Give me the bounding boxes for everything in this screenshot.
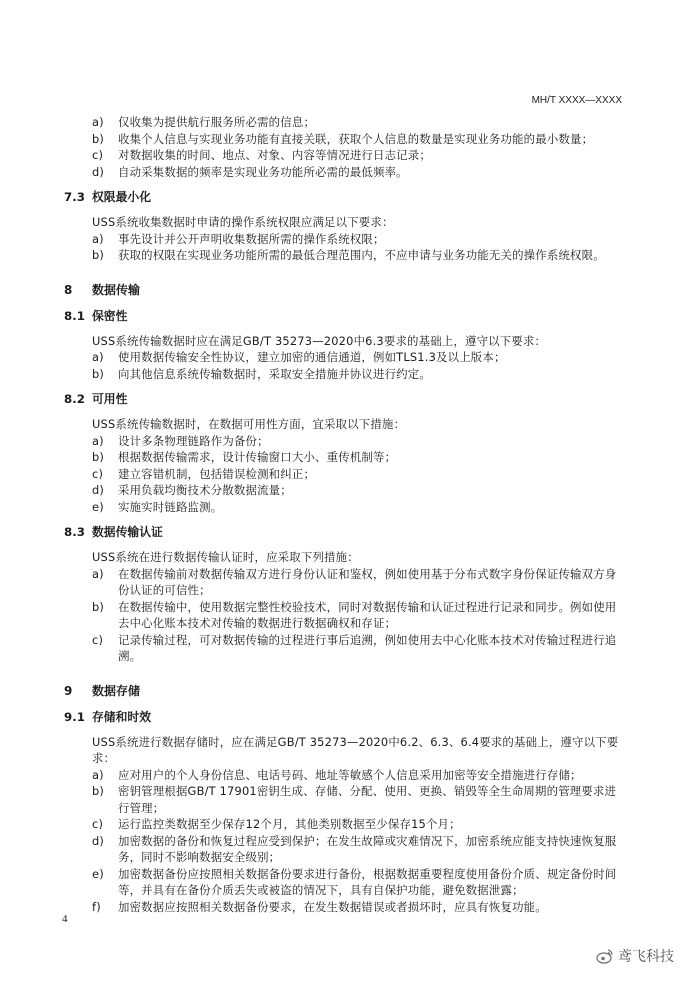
list-marker: b) (92, 248, 105, 262)
heading-text: 保密性 (92, 308, 128, 323)
list-marker: b) (92, 450, 105, 464)
list-item (92, 599, 620, 632)
list-marker: a) (92, 231, 104, 246)
heading-number: 7.3 (64, 190, 85, 204)
list-marker: f) (92, 899, 101, 914)
list-item (92, 833, 620, 866)
list-item-text: 运行监控类数据至少保存12个月，其他类别数据至少保存15个月； (118, 817, 461, 831)
list-item-text: 对数据收集的时间、地点、对象、内容等情况进行日志记录； (118, 148, 431, 162)
list-marker: c) (92, 466, 104, 481)
watermark (596, 946, 674, 966)
list-item (92, 433, 620, 450)
weibo-logo-icon (596, 948, 614, 964)
list-item-text: 自动采集数据的频率是实现业务功能所必需的最低频率。 (118, 164, 408, 179)
list-item (92, 866, 620, 899)
list-marker: c) (92, 148, 104, 162)
section-heading (64, 308, 620, 324)
heading-number: 9.1 (64, 709, 85, 724)
paragraph: USS系统进行数据存储时，应在满足GB/T 35273—2020中6.2、6.3、6.4要求的基础上，遵守以下要求： (92, 734, 619, 765)
list-item-text: 采用负载均衡技术分散数据流量； (118, 483, 292, 497)
heading-number: 8.2 (64, 392, 85, 406)
list-marker: d) (92, 483, 105, 497)
standard-code-header: MH/T XXXX—XXXX (531, 95, 622, 106)
list-item (92, 366, 620, 383)
list-item-text: 在数据传输前对数据传输双方进行身份认证和鉴权，例如使用基于分布式数字身份保证传输双方身份认证的可信性； (118, 566, 617, 597)
list-marker: e) (92, 866, 104, 881)
list-marker: a) (92, 350, 104, 364)
list-item (92, 231, 620, 248)
list-item-text: 根据数据传输需求，设计传输窗口大小、重传机制等； (118, 450, 397, 464)
list-item-text: 在数据传输中，使用数据完整性校验技术，同时对数据传输和认证过程进行记录和同步。例如使用去中心化账本技术对传输的数据进行数据确权和存证； (118, 599, 617, 630)
paragraph: USS系统在进行数据传输认证时，应采取下列措施： (92, 550, 359, 564)
list-item (92, 767, 620, 784)
list-item (92, 499, 620, 516)
list-item-text: 加密数据应按照相关数据备份要求，在发生数据错误或者损坏时，应具有恢复功能。 (118, 899, 547, 914)
list-marker: d) (92, 833, 105, 848)
list-item-text: 加密数据备份应按照相关数据备份要求进行备份，根据数据重要程度使用备份介质、规定备份时间等，并具有在备份介质丢失或被盗的情况下，具有自保护功能，避免数据泄露； (118, 866, 617, 897)
list-marker: b) (92, 366, 105, 381)
list-marker: c) (92, 632, 104, 647)
list-item-text: 实施实时链路监测。 (118, 499, 223, 514)
list-item-text: 仅收集为提供航行服务所必需的信息； (118, 115, 316, 129)
list-item-text: 向其他信息系统传输数据时，采取安全措施并协议进行约定。 (118, 366, 431, 381)
list-item (92, 482, 620, 499)
section-heading (64, 391, 620, 407)
heading-text: 权限最小化 (92, 190, 151, 204)
heading-text: 数据存储 (92, 683, 141, 698)
paragraph: USS系统传输数据时应在满足GB/T 35273—2020中6.3要求的基础上，遵守以下要求： (92, 333, 547, 348)
list-marker: a) (92, 566, 104, 581)
list-item (92, 632, 620, 665)
list-item-text: 事先设计并公开声明收集数据所需的操作系统权限； (118, 231, 385, 246)
list-item (92, 114, 620, 131)
list-marker: c) (92, 817, 104, 831)
section-heading (64, 189, 620, 205)
list-marker: b) (92, 784, 105, 798)
list-item-text: 收集个人信息与实现业务功能有直接关联，获取个人信息的数量是实现业务功能的最小数量； (118, 131, 594, 146)
list-marker: b) (92, 131, 105, 146)
list-item-text: 设计多条物理链路作为备份； (118, 433, 269, 448)
list-item (92, 164, 620, 181)
list-marker: a) (92, 767, 104, 782)
heading-number: 9 (64, 683, 73, 698)
heading-number: 8.3 (64, 525, 85, 539)
heading-number: 8.1 (64, 308, 85, 323)
watermark-text: 鸢飞科技 (618, 949, 674, 965)
section-heading (64, 709, 620, 725)
list-item (92, 147, 620, 164)
section-heading (64, 524, 620, 540)
heading-text: 可用性 (92, 392, 128, 406)
list-item (92, 783, 620, 816)
list-item-text: 获取的权限在实现业务功能所需的最低合理范围内，不应申请与业务功能无关的操作系统权限。 (118, 248, 605, 262)
list-item (92, 247, 620, 264)
heading-number: 8 (64, 282, 73, 297)
list-item-text: 应对用户的个人身份信息、电话号码、地址等敏感个人信息采用加密等安全措施进行存储； (118, 767, 582, 782)
list-item (92, 449, 620, 466)
list-item-text: 记录传输过程，可对数据传输的过程进行事后追溯，例如使用去中心化账本技术对传输过程进行追溯。 (118, 632, 617, 663)
list-marker: d) (92, 164, 105, 179)
heading-text: 数据传输认证 (92, 525, 163, 539)
list-item (92, 566, 620, 599)
heading-text: 存储和时效 (92, 709, 151, 724)
list-item (92, 131, 620, 148)
list-marker: e) (92, 499, 104, 514)
list-marker: a) (92, 433, 104, 448)
list-item-text: 建立容错机制，包括错误检测和纠正； (118, 466, 316, 481)
page-number: 4 (62, 913, 68, 925)
list-item (92, 466, 620, 483)
paragraph: USS系统传输数据时，在数据可用性方面，宜采取以下措施： (92, 417, 406, 431)
list-item (92, 816, 620, 833)
chapter-heading (64, 282, 620, 298)
paragraph: USS系统收集数据时申请的操作系统权限应满足以下要求： (92, 215, 394, 229)
list-marker: a) (92, 115, 104, 129)
document-body (64, 114, 620, 915)
chapter-heading (64, 683, 620, 699)
list-item (92, 899, 620, 916)
list-item-text: 密钥管理根据GB/T 17901密钥生成、存储、分配、使用、更换、销毁等全生命周期的管理要求进行管理； (118, 784, 617, 815)
list-item-text: 加密数据的备份和恢复过程应受到保护；在发生故障或灾难情况下，加密系统应能支持快速恢复服务，同时不影响数据安全级别； (118, 833, 617, 864)
heading-text: 数据传输 (92, 282, 141, 297)
list-item (92, 349, 620, 366)
list-item-text: 使用数据传输安全性协议，建立加密的通信通道，例如TLS1.3及以上版本； (118, 350, 506, 364)
list-marker: b) (92, 599, 105, 614)
